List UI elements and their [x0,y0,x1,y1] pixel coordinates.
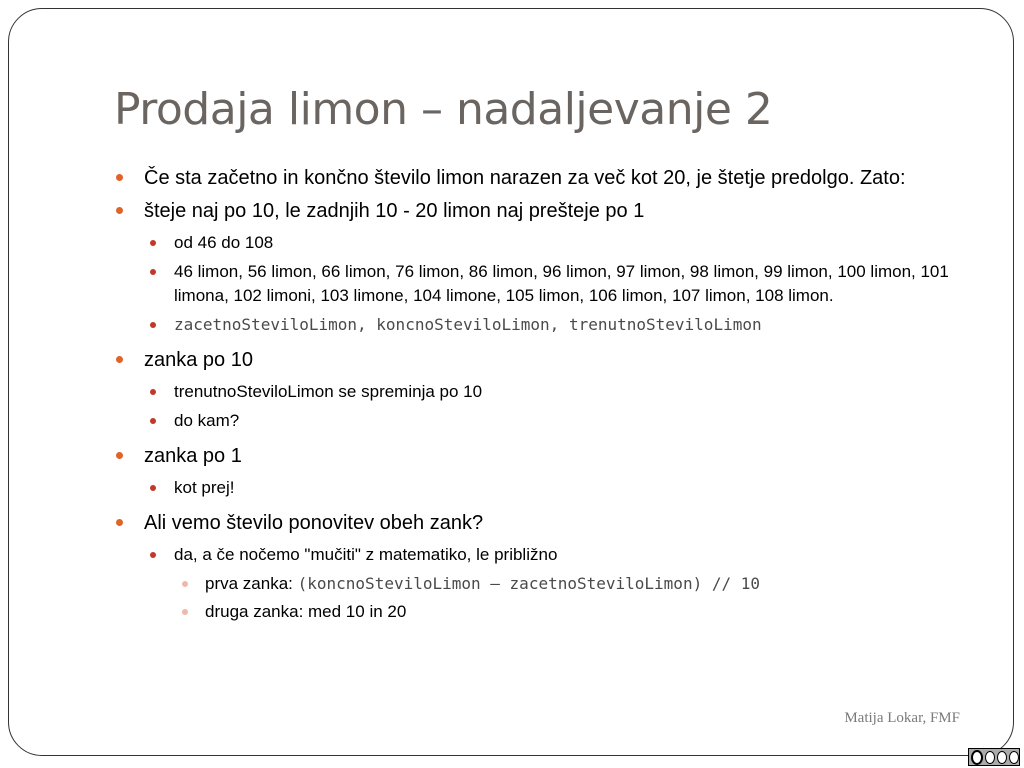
bullet-icon [116,452,123,459]
sub-bullet-icon [150,269,156,275]
sub-sub-bullet-icon [182,581,188,587]
sub-bullet-icon [150,389,156,395]
bullet-item [114,198,964,224]
code-text: (koncnoSteviloLimon – zacetnoSteviloLimon) // 10 [297,574,760,593]
sub-bullet-icon [150,418,156,424]
bullet-icon [116,519,123,526]
bullet-text: zanka po 10 [144,349,253,371]
code-text: zacetnoSteviloLimon, koncnoSteviloLimon, trenutnoSteviloLimon [174,315,762,334]
bullet-list [114,165,964,624]
bullet-icon [116,207,123,214]
bullet-item [114,510,964,536]
sub-bullet-icon [150,552,156,558]
sub-bullet-icon [150,322,156,328]
sub-bullet-item [114,476,964,500]
cc-logo-icon [971,750,983,765]
sub-sub-bullet-icon [182,609,188,615]
sub-bullet-text: do kam? [174,411,240,430]
sub-bullet-item [114,543,964,567]
bullet-item [114,347,964,373]
bullet-icon [116,356,123,363]
sub-bullet-item [114,313,964,337]
bullet-text: Če sta začetno in končno število limon narazen za več kot 20, je štetje predolgo. Zato: [144,167,906,189]
sub-bullet-text: trenutnoSteviloLimon se spreminja po 10 [174,382,483,401]
sub-sub-bullet-item [114,572,964,596]
cc-sa-icon [1009,751,1019,764]
bullet-text: šteje naj po 10, le zadnjih 10 - 20 limon naj prešteje po 1 [144,200,645,222]
bullet-text: zanka po 1 [144,445,242,467]
sub-sub-bullet-text: prva zanka: [205,574,293,593]
sub-bullet-icon [150,240,156,246]
bullet-text: Ali vemo število ponovitev obeh zank? [144,512,484,534]
cc-by-icon [985,751,995,764]
sub-sub-bullet-text: druga zanka: med 10 in 20 [205,602,407,621]
sub-bullet-item [114,409,964,433]
sub-bullet-item [114,380,964,404]
sub-bullet-text: od 46 do 108 [174,233,274,252]
slide-footer: Matija Lokar, FMF [844,710,960,726]
sub-bullet-icon [150,485,156,491]
bullet-icon [116,174,123,181]
sub-bullet-text: 46 limon, 56 limon, 66 limon, 76 limon, 86 limon, 96 limon, 97 limon, 98 limon, 99 limon, 100 limon, 101 limona, 102 limoni, 103 limone, 104 limone, 105 limon, 106 limon, 107 limon, 108 limon. [174,262,949,305]
bullet-item [114,165,964,191]
creative-commons-icon [968,748,1020,766]
slide-title: Prodaja limon – nadaljevanje 2 [114,84,773,135]
sub-bullet-text: da, a če nočemo "mučiti" z matematiko, le približno [174,545,558,564]
cc-nc-icon [997,751,1007,764]
sub-bullet-text: kot prej! [174,478,235,497]
slide-content [114,165,964,628]
bullet-item [114,443,964,469]
sub-sub-bullet-item [114,600,964,624]
sub-bullet-item [114,231,964,255]
sub-bullet-item [114,260,964,308]
